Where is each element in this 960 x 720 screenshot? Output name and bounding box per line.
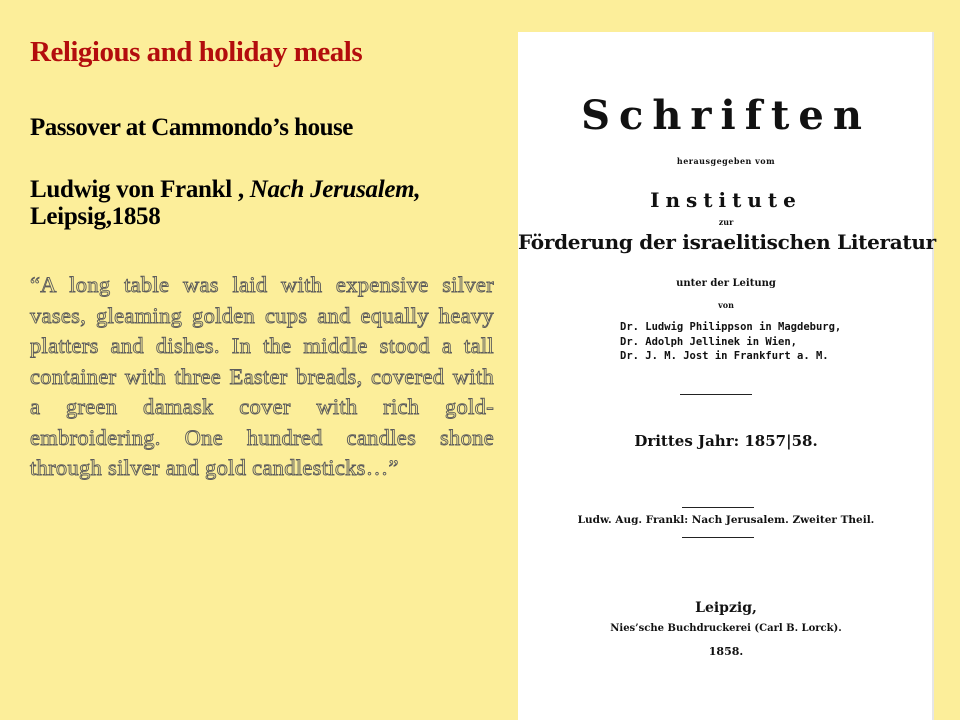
editor-line: Dr. J. M. Jost in Frankfurt a. M. [620, 350, 829, 362]
institute-purpose: Förderung der israelitischen Literatur [518, 230, 936, 254]
slide-heading: Religious and holiday meals [30, 36, 363, 68]
divider-rule [680, 394, 752, 395]
publication-date: 1858. [708, 645, 744, 658]
quote-text: “A long table was laid with expensive silver vases, gleaming golden cups and equally heavy platters and dishes. In the middle stood a tall container with three Easter breads, covered with a green damask cover with rich gold-embroidering. One hundred candles shone through silver and gold candlesticks…” [30, 272, 494, 480]
citation-title: Nach Jerusalem, [249, 176, 421, 203]
slide-subheading: Passover at Cammondo’s house [30, 114, 353, 141]
issued-by-line: herausgegeben vom [676, 156, 776, 166]
direction-line: unter der Leitung [676, 278, 776, 289]
printer-line: Nies’sche Buchdruckerei (Carl B. Lorck). [610, 623, 842, 634]
citation-author: Ludwig von Frankl , [30, 176, 250, 203]
editor-line: Dr. Adolph Jellinek in Wien, [620, 336, 798, 348]
divider-rule [682, 507, 754, 508]
divider-rule [682, 537, 754, 538]
institute-name: Institute [650, 188, 802, 212]
source-citation [30, 176, 460, 230]
editor-line: Dr. Ludwig Philippson in Magdeburg, [620, 321, 842, 333]
volume-part: Ludw. Aug. Frankl: Nach Jerusalem. Zweiter Theil. [577, 514, 875, 526]
volume-year: Drittes Jahr: 1857|58. [634, 432, 818, 450]
publication-city: Leipzig, [695, 600, 757, 616]
von-line: von [718, 300, 734, 310]
book-title-page [518, 32, 934, 720]
zur-line: zur [718, 217, 734, 227]
book-title: Schriften [581, 92, 871, 139]
citation-place-year: Leipsig,1858 [30, 203, 161, 230]
